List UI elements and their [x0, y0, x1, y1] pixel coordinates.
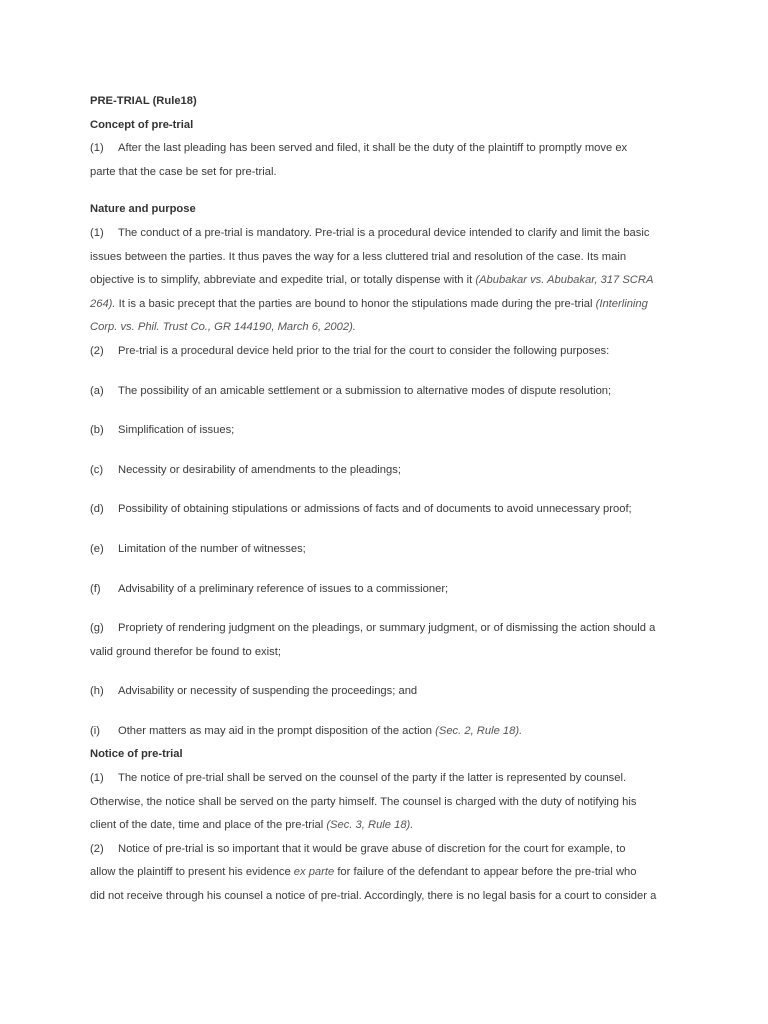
paragraph-concept-1: [90, 137, 682, 184]
citation: (Sec. 2, Rule 18).: [435, 724, 523, 737]
paragraph-number: (1): [90, 772, 104, 785]
list-item-label: (f): [90, 582, 101, 595]
paragraph-number: (1): [90, 142, 104, 155]
list-item: [90, 380, 682, 404]
list-item: [90, 538, 682, 562]
paragraph-nature-1: [90, 222, 682, 340]
paragraph-text: Pre-trial is a procedural device held prior to the trial for the court to consider the following purposes:: [118, 344, 610, 357]
paragraph-number: (2): [90, 842, 104, 855]
list-item: [90, 459, 682, 483]
list-item-text: Possibility of obtaining stipulations or admissions of facts and of documents to avoid unnecessary proof;: [118, 503, 632, 516]
paragraph-text: The notice of pre-trial shall be served on the counsel of the party if the latter is represented by counsel.: [118, 772, 627, 785]
list-item-text: Advisability of a preliminary reference of issues to a commissioner;: [118, 582, 449, 595]
list-item-text: Necessity or desirability of amendments to the pleadings;: [118, 463, 401, 476]
paragraph-text: did not receive through his counsel a notice of pre-trial. Accordingly, there is no legal basis for a court to consider a: [90, 890, 657, 903]
list-item: [90, 578, 682, 602]
citation: (Sec. 3, Rule 18).: [326, 819, 414, 832]
list-item-label: (c): [90, 463, 104, 476]
paragraph-text: Otherwise, the notice shall be served on the party himself. The counsel is charged with the duty of notifying his: [90, 795, 637, 808]
list-item: [90, 617, 682, 664]
list-item-label: (e): [90, 542, 104, 555]
citation: 264).: [90, 297, 116, 310]
paragraph-text: It is a basic precept that the parties are bound to honor the stipulations made during the pre-trial: [115, 297, 596, 310]
list-item-text: Advisability or necessity of suspending the proceedings; and: [118, 685, 418, 698]
document-title: PRE-TRIAL (Rule18): [90, 95, 197, 107]
list-item-text: valid ground therefor be found to exist;: [90, 645, 281, 658]
list-item-label: (b): [90, 424, 104, 437]
list-item-label: (d): [90, 503, 104, 516]
document-page: [90, 90, 682, 909]
paragraph-notice-1: [90, 767, 682, 838]
paragraph-text: client of the date, time and place of the pre-trial: [90, 819, 327, 832]
list-item-text: Limitation of the number of witnesses;: [118, 542, 306, 555]
list-item-text: Other matters as may aid in the prompt disposition of the action: [118, 724, 436, 737]
citation: ex parte: [293, 866, 335, 879]
paragraph-text: objective is to simplify, abbreviate and expedite trial, or totally dispense with it: [90, 274, 476, 287]
citation: Corp. vs. Phil. Trust Co., GR 144190, March 6, 2002).: [90, 321, 356, 334]
section-heading-nature: Nature and purpose: [90, 203, 196, 216]
paragraph-text: Notice of pre-trial is so important that it would be grave abuse of discretion for the court for example, to: [118, 842, 626, 855]
citation: (Abubakar vs. Abubakar, 317 SCRA: [475, 274, 654, 287]
citation: (Interlining: [595, 297, 648, 310]
list-item-label: (h): [90, 685, 104, 698]
paragraph-number: (1): [90, 226, 104, 239]
list-item: [90, 680, 682, 704]
paragraph-text: parte that the case be set for pre-trial.: [90, 165, 277, 178]
list-item-label: (g): [90, 622, 104, 635]
list-item-text: Simplification of issues;: [118, 424, 235, 437]
paragraph-notice-2: [90, 838, 682, 909]
paragraph-text: allow the plaintiff to present his evidence: [90, 866, 294, 879]
paragraph-number: (2): [90, 344, 104, 357]
paragraph-text: issues between the parties. It thus paves the way for a less cluttered trial and resolution of the case. Its main: [90, 250, 627, 263]
paragraph-nature-2: [90, 340, 682, 364]
list-item: [90, 498, 682, 522]
list-item: [90, 419, 682, 443]
section-heading-concept: Concept of pre-trial: [90, 118, 194, 131]
paragraph-text: for failure of the defendant to appear before the pre-trial who: [334, 866, 637, 879]
list-item-label: (a): [90, 384, 104, 397]
paragraph-text: After the last pleading has been served and filed, it shall be the duty of the plaintiff to promptly move ex: [118, 142, 628, 155]
list-item-text: Propriety of rendering judgment on the pleadings, or summary judgment, or of dismissing the action should a: [118, 622, 656, 635]
list-item-label: (i): [90, 724, 100, 737]
paragraph-text: The conduct of a pre-trial is mandatory. Pre-trial is a procedural device intended to clarify and limit the basic: [118, 226, 650, 239]
list-item-text: The possibility of an amicable settlement or a submission to alternative modes of dispute resolution;: [118, 384, 612, 397]
list-item: [90, 720, 682, 744]
section-heading-notice: Notice of pre-trial: [90, 748, 183, 761]
